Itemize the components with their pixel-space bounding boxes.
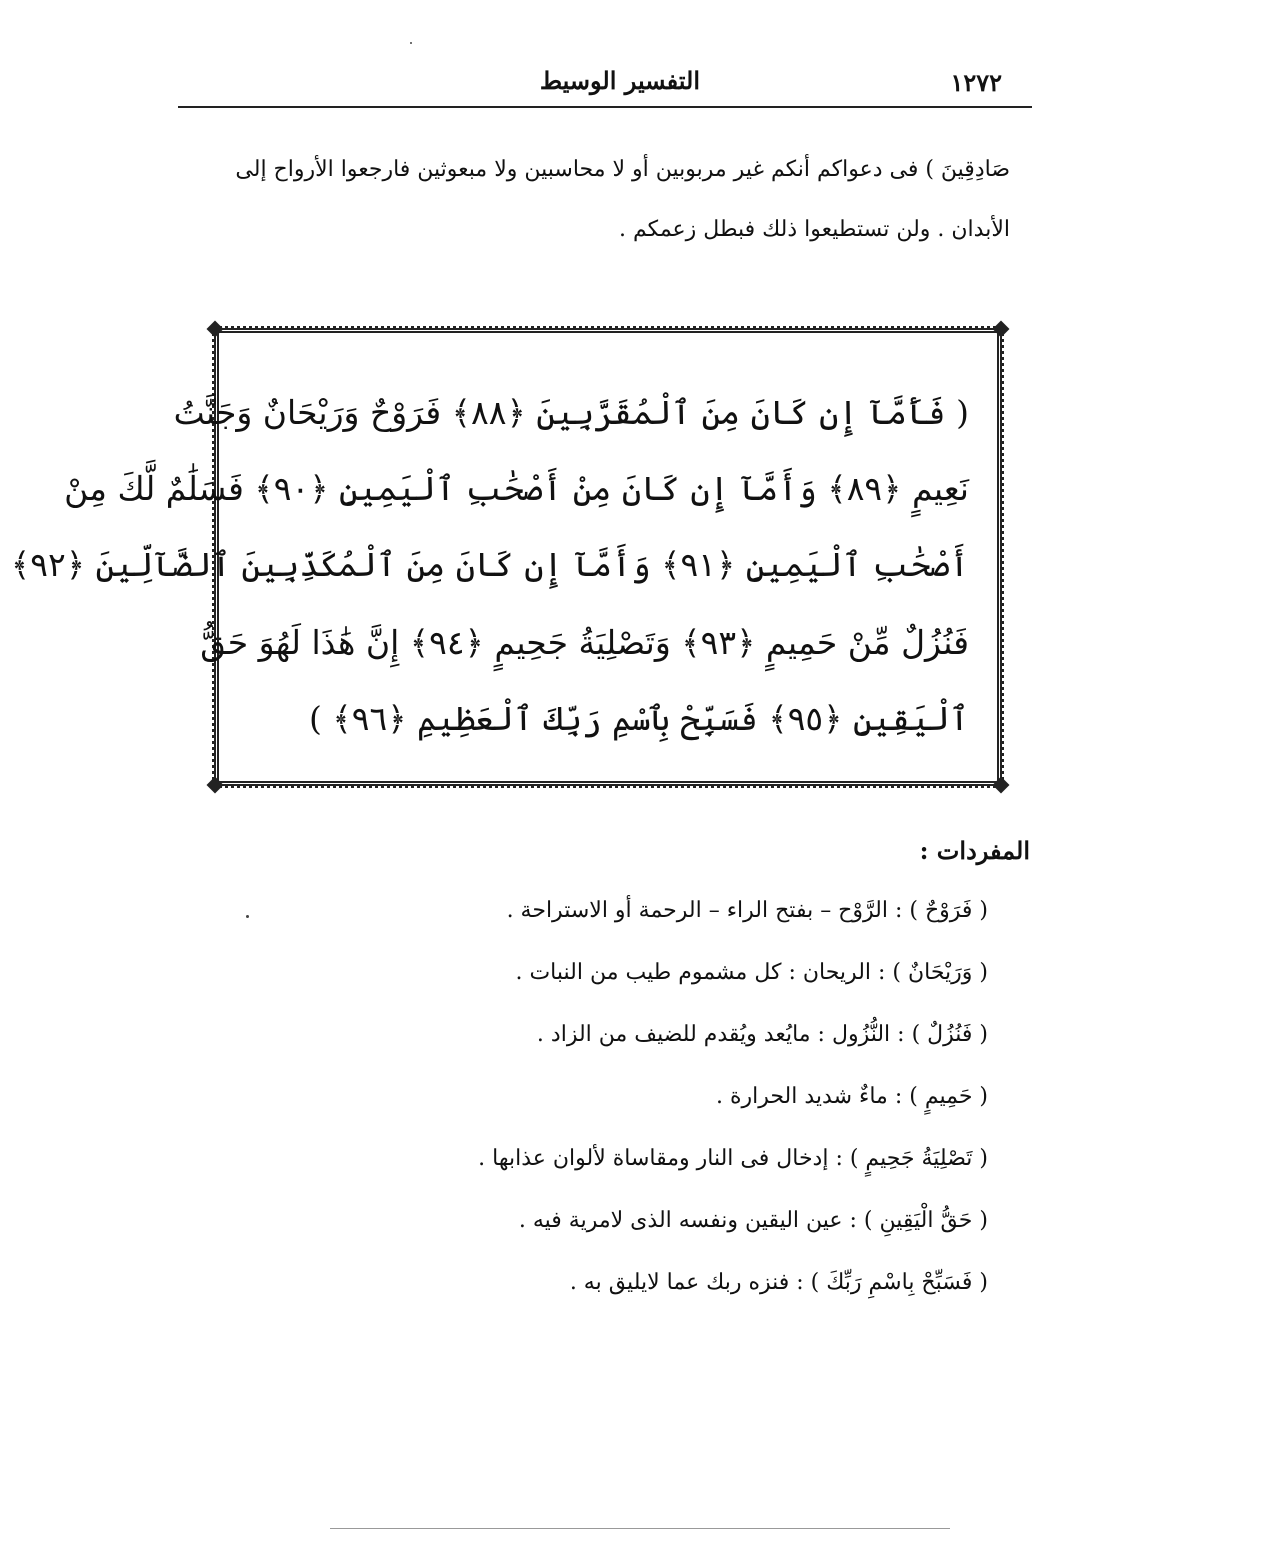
- glossary-item: ( فَرَوْحٌ ) : الرَّوْح – بفتح الراء – الرحمة أو الاستراحة .: [506, 898, 988, 923]
- scan-speck: [410, 42, 412, 44]
- glossary-item: ( تَصْلِيَةُ جَحِيمٍ ) : إدخال فى النار ومقاساة لألوان عذابها .: [478, 1146, 988, 1171]
- glossary-heading: المفردات :: [919, 836, 1030, 865]
- verse-line-5: ٱلْيَقِينِ ﴿٩٥﴾ فَسَبِّحْ بِٱسْمِ رَبِّكَ ٱلْعَظِيمِ ﴿٩٦﴾ ): [309, 699, 969, 738]
- header-rule: [178, 106, 1032, 108]
- running-title: التفسير الوسيط: [539, 66, 700, 95]
- verse-line-4: فَنُزُلٌ مِّنْ حَمِيمٍ ﴿٩٣﴾ وَتَصْلِيَةُ جَحِيمٍ ﴿٩٤﴾ إِنَّ هَٰذَا لَهُوَ حَقُّ: [200, 623, 969, 662]
- corner-ornament: [207, 321, 224, 338]
- glossary-item: ( حَمِيمٍ ) : ماءٌ شديد الحرارة .: [715, 1084, 988, 1109]
- corner-ornament: [993, 777, 1010, 794]
- verse-line-3: أَصْحَٰبِ ٱلْيَمِينِ ﴿٩١﴾ وَأَمَّآ إِن كَانَ مِنَ ٱلْمُكَذِّبِينَ ٱلضَّآلِّينَ ﴿٩٢﴾: [10, 545, 969, 584]
- glossary-item: ( حَقُّ الْيَقِينِ ) : عين اليقين ونفسه الذى لامرية فيه .: [518, 1208, 988, 1233]
- verse-line-2: نَعِيمٍ ﴿٨٩﴾ وَأَمَّآ إِن كَانَ مِنْ أَصْحَٰبِ ٱلْيَمِينِ ﴿٩٠﴾ فَسَلَٰمٌ لَّكَ مِنْ: [64, 469, 969, 508]
- glossary-item: ( وَرَيْحَانٌ ) : الريحان : كل مشموم طيب من النبات .: [515, 960, 988, 985]
- verse-frame: [10, 328, 1002, 786]
- verse-line-1: ( فَأَمَّآ إِن كَانَ مِنَ ٱلْمُقَرَّبِينَ ﴿٨٨﴾ فَرَوْحٌ وَرَيْحَانٌ وَجَنَّتُ: [173, 393, 969, 432]
- intro-paragraph: صَادِقِينَ ) فى دعواكم أنكم غير مربوبين أو لا محاسبين ولا مبعوثين فارجعوا الأرواح إلى الأبدان . ولن تستطيعوا ذلك فبطل زعمكم .: [235, 157, 1010, 242]
- running-header: [180, 62, 1030, 102]
- glossary-list: [180, 886, 988, 1320]
- scan-speck: [246, 915, 249, 918]
- corner-ornament: [207, 777, 224, 794]
- corner-ornament: [993, 321, 1010, 338]
- glossary-item: ( فَسَبِّحْ بِاسْمِ رَبِّكَ ) : فنزه ربك عما لايليق به .: [569, 1270, 988, 1295]
- page-number: ١٢٧٢: [950, 68, 1002, 97]
- scan-edge-line: [330, 1528, 950, 1529]
- glossary-item: ( فَنُزُلٌ ) : النُّزُول : مايُعد ويُقدم للضيف من الزاد .: [536, 1022, 988, 1047]
